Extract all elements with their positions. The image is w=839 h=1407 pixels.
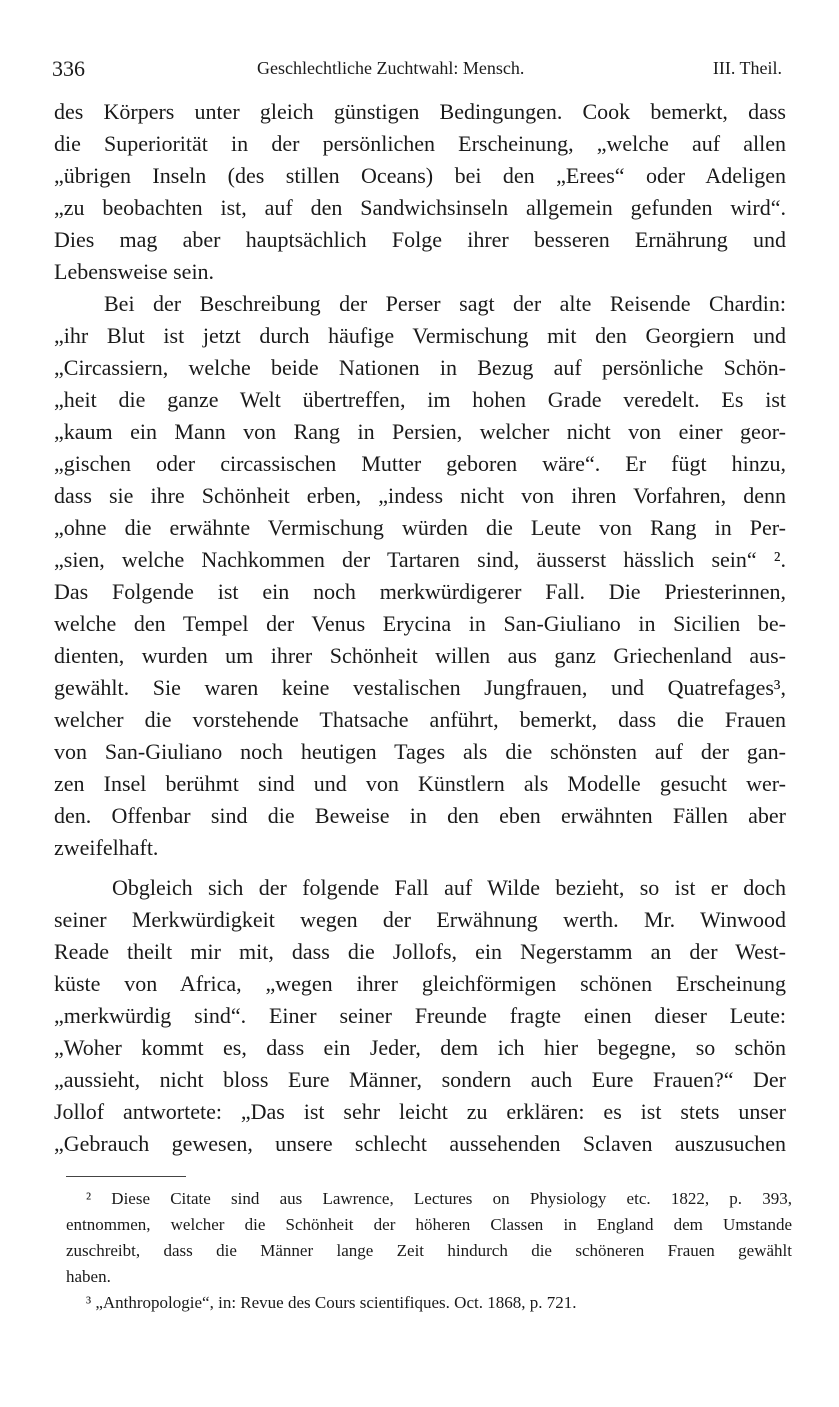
footnote	[66, 1290, 792, 1316]
text-line: dass sie ihre Schönheit erben, „indess nicht von ihren Vorfahren, denn	[54, 483, 786, 508]
text-line: Lebensweise sein.	[54, 259, 215, 284]
footnote-line: entnommen, welcher die Schönheit der höheren Classen in England dem Umstande	[66, 1215, 792, 1234]
text-line: zweifelhaft.	[54, 835, 159, 860]
text-line: welcher die vorstehende Thatsache anführt, bemerkt, dass die Frauen	[54, 707, 786, 732]
text-line: „Woher kommt es, dass ein Jeder, dem ich hier begegne, so schön	[54, 1035, 786, 1060]
text-line: „heit die ganze Welt übertreffen, im hohen Grade veredelt. Es ist	[54, 387, 786, 412]
text-line: Jollof antwortete: „Das ist sehr leicht zu erklären: es ist stets unser	[54, 1099, 786, 1124]
footnotes	[66, 1186, 792, 1316]
text-line: zen Insel berühmt sind und von Künstlern als Modelle gesucht wer-	[54, 771, 786, 796]
part-label: III. Theil.	[712, 58, 782, 78]
paragraph	[54, 872, 786, 1160]
text-line: Reade theilt mir mit, dass die Jollofs, ein Negerstamm an der West-	[54, 939, 786, 964]
footnote-line: haben.	[66, 1267, 111, 1286]
page-number: 336	[52, 56, 85, 81]
footnote	[66, 1186, 792, 1290]
text-line: „gischen oder circassischen Mutter geboren wäre“. Er fügt hinzu,	[54, 451, 786, 476]
paragraph	[54, 288, 786, 864]
text-line: „sien, welche Nachkommen der Tartaren sind, äusserst hässlich sein“ ².	[54, 547, 786, 572]
text-line: welche den Tempel der Venus Erycina in San-Giuliano in Sicilien be-	[54, 611, 786, 636]
text-line: „übrigen Inseln (des stillen Oceans) bei den „Erees“ oder Adeligen	[54, 163, 786, 188]
text-line: „aussieht, nicht bloss Eure Männer, sondern auch Eure Frauen?“ Der	[54, 1067, 786, 1092]
text-line: seiner Merkwürdigkeit wegen der Erwähnung werth. Mr. Winwood	[54, 907, 786, 932]
text-line: die Superiorität in der persönlichen Erscheinung, „welche auf allen	[54, 131, 786, 156]
text-line: „ohne die erwähnte Vermischung würden die Leute von Rang in Per-	[54, 515, 786, 540]
text-line: des Körpers unter gleich günstigen Bedingungen. Cook bemerkt, dass	[54, 99, 786, 124]
text-line: dienten, wurden um ihrer Schönheit willen aus ganz Griechenland aus-	[54, 643, 786, 668]
footnote-line: zuschreibt, dass die Männer lange Zeit hindurch die schöneren Frauen gewählt	[66, 1241, 792, 1260]
footnote-divider	[66, 1176, 186, 1177]
text-line: Dies mag aber hauptsächlich Folge ihrer besseren Ernährung und	[54, 227, 786, 252]
text-line: „kaum ein Mann von Rang in Persien, welcher nicht von einer geor-	[54, 419, 786, 444]
running-header	[52, 52, 782, 86]
text-line: „ihr Blut ist jetzt durch häufige Vermischung mit den Georgiern und	[54, 323, 786, 348]
text-line: Obgleich sich der folgende Fall auf Wilde bezieht, so ist er doch	[112, 875, 786, 900]
paragraph	[54, 96, 786, 288]
text-line: von San-Giuliano noch heutigen Tages als die schönsten auf der gan-	[54, 739, 786, 764]
text-line: „merkwürdig sind“. Einer seiner Freunde fragte einen dieser Leute:	[54, 1003, 786, 1028]
text-line: küste von Africa, „wegen ihrer gleichförmigen schönen Erscheinung	[54, 971, 786, 996]
footnote-line: ³ „Anthropologie“, in: Revue des Cours scientifiques. Oct. 1868, p. 721.	[86, 1293, 577, 1312]
text-line: „Gebrauch gewesen, unsere schlecht aussehenden Sclaven auszusuchen	[54, 1131, 786, 1156]
text-line: „zu beobachten ist, auf den Sandwichsinseln allgemein gefunden wird“.	[54, 195, 786, 220]
footnote-line: ² Diese Citate sind aus Lawrence, Lectures on Physiology etc. 1822, p. 393,	[86, 1189, 792, 1208]
text-line: gewählt. Sie waren keine vestalischen Jungfrauen, und Quatrefages³,	[54, 675, 786, 700]
text-line: „Circassiern, welche beide Nationen in Bezug auf persönliche Schön-	[54, 355, 786, 380]
body-text	[54, 96, 786, 1160]
text-line: den. Offenbar sind die Beweise in den eben erwähnten Fällen aber	[54, 803, 786, 828]
text-line: Bei der Beschreibung der Perser sagt der alte Reisende Chardin:	[104, 291, 786, 316]
text-line: Das Folgende ist ein noch merkwürdigerer Fall. Die Priesterinnen,	[54, 579, 786, 604]
running-title: Geschlechtliche Zuchtwahl: Mensch.	[257, 58, 525, 78]
